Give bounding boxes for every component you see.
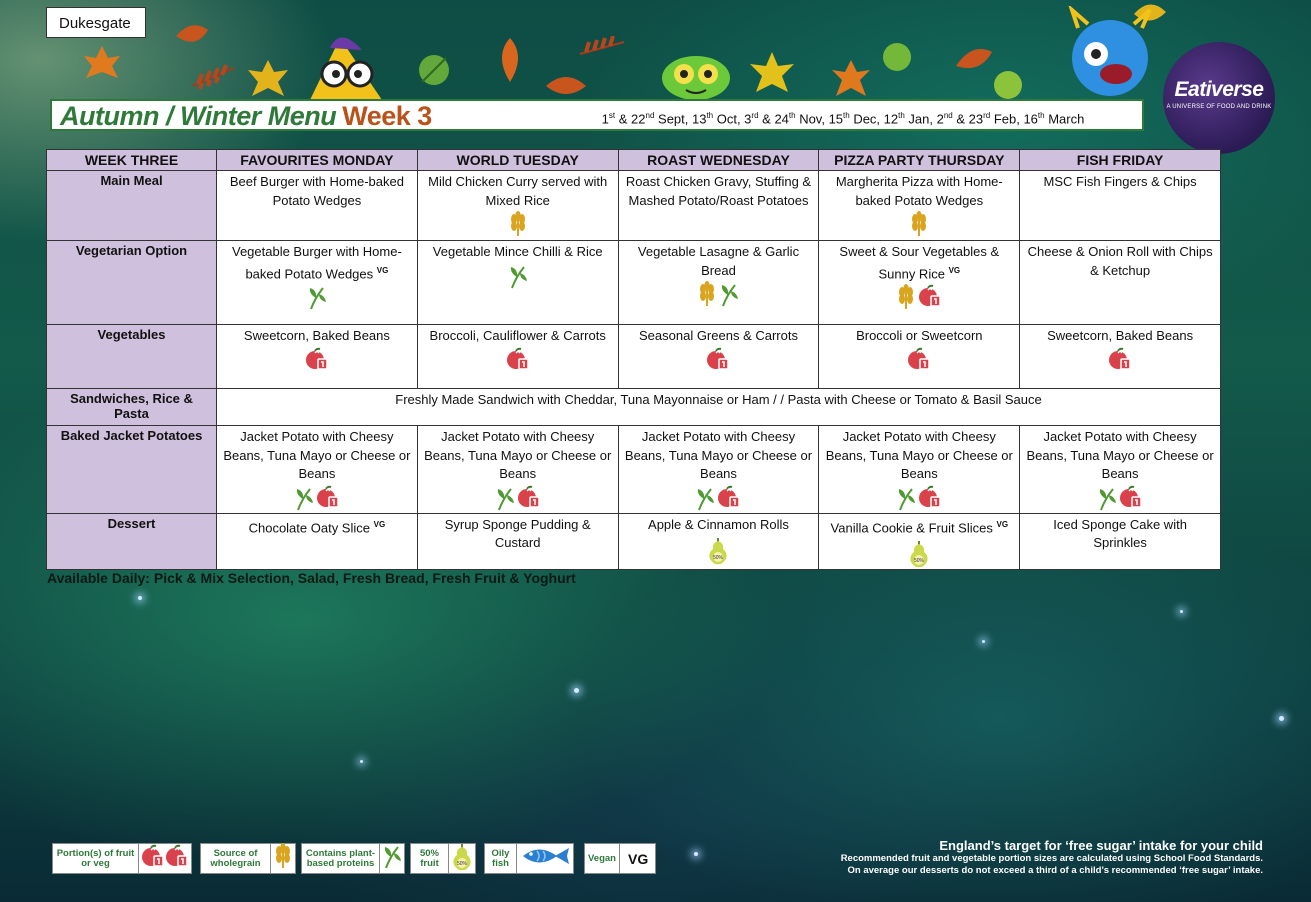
blue-monster-icon [1060,6,1160,98]
menu-cell [1020,171,1221,241]
dish-text: Broccoli or Sweetcorn [856,328,983,343]
menu-cell [1020,513,1221,569]
key-item [52,843,192,874]
key-label: Source of wholegrain [210,847,261,869]
key-label: Portion(s) of fruit or veg [56,847,135,869]
dish-text: Mild Chicken Curry served with Mixed Rice [428,174,608,208]
fruit-veg-icon [304,347,330,371]
menu-row [47,426,1221,514]
autumn-leaf-icon [880,40,914,74]
dish-text: Seasonal Greens & Carrots [639,328,798,343]
menu-cell [819,426,1020,514]
dish-text: Vegetable Burger with Home-baked Potato Wedges [231,244,402,281]
dish-text: Vegetable Mince Chilli & Rice [432,244,603,259]
dish-text: Chocolate Oaty Slice [248,519,370,535]
menu-cell [217,426,418,514]
key-item [200,843,296,874]
key-icon-box [379,844,404,873]
key-label: Oily fish [491,847,510,869]
key-item [484,843,574,874]
dish-text: Iced Sponge Cake with Sprinkles [1053,516,1187,550]
menu-cell [618,325,819,389]
key-item [301,843,405,874]
fish-icon [519,845,571,872]
fruit-veg-icon [906,347,932,371]
menu-cell [417,426,618,514]
logo-tagline: A UNIVERSE OF FOOD AND DRINK [1166,104,1272,110]
vegan-icon: VG [628,850,649,867]
fruit-veg-icon [516,485,542,509]
logo-name: Eativerse [1174,78,1264,101]
plant-protein-icon [895,485,917,511]
plant-protein-icon [1096,485,1118,511]
autumn-leaf-icon [748,50,796,94]
autumn-leaf-icon [830,58,872,98]
autumn-leaf-icon [542,72,588,100]
menu-cell [819,513,1020,569]
menu-cell [819,171,1020,241]
row-label: Baked Jacket Potatoes [47,426,217,514]
dietary-icons [825,538,1013,564]
menu-cell [819,325,1020,389]
dietary-icons [625,535,813,561]
autumn-leaf-icon [990,68,1026,102]
menu-row [47,389,1221,426]
dietary-icons [825,211,1013,237]
wholegrain-icon [908,211,930,237]
dish-text: Jacket Potato with Cheesy Beans, Tuna Mayo or Cheese or Beans [624,429,813,481]
menu-cell-span: Freshly Made Sandwich with Cheddar, Tuna Mayonnaise or Ham / / Pasta with Cheese or Tomato & Basil Sauce [217,389,1221,426]
vegan-marker: VG [996,519,1009,529]
fifty-fruit-icon [706,535,730,565]
menu-cell [1020,325,1221,389]
menu-cell [618,241,819,325]
day-column-header: PIZZA PARTY THURSDAY [819,150,1020,171]
dietary-icons [223,284,411,310]
autumn-leaf-icon [190,64,236,90]
dietary-icons [424,211,612,237]
day-column-header: FAVOURITES MONDAY [217,150,418,171]
fruit-veg-icon [141,844,165,873]
autumn-leaf-icon [82,44,122,82]
fruit-veg-icon [1118,485,1144,509]
menu-title-text: Autumn / Winter Menu [60,101,337,131]
fruit-veg-icon [315,485,341,509]
dietary-icons [825,347,1013,373]
school-name-label: Dukesgate [46,7,146,38]
dietary-icons [625,281,813,307]
dietary-icons [424,263,612,289]
dish-text: Jacket Potato with Cheesy Beans, Tuna Mayo or Cheese or Beans [424,429,612,481]
menu-cell [217,241,418,325]
dietary-icons [825,485,1013,511]
dietary-icons [625,485,813,511]
wholegrain-icon [273,843,293,874]
menu-cell [217,171,418,241]
autumn-leaf-icon [490,36,530,84]
key-label: 50% fruit [419,847,439,869]
menu-cell [1020,426,1221,514]
dietary-icons [825,284,1013,310]
svg-text:50%: 50% [914,558,925,565]
fruit-veg-icon [917,284,943,308]
menu-row [47,241,1221,325]
row-label: Dessert [47,513,217,569]
menu-cell [217,325,418,389]
row-label: Vegetables [47,325,217,389]
key-icon-box [270,844,295,873]
key-icon-box [448,844,475,873]
vegan-marker: VG [948,265,961,275]
dish-text: Sweetcorn, Baked Beans [1047,328,1194,343]
plant-protein-icon [507,263,529,289]
dish-text: Margherita Pizza with Home-baked Potato Wedges [835,174,1003,208]
fruit-veg-icon [505,347,531,371]
autumn-leaf-icon [172,20,212,52]
dish-text: Roast Chicken Gravy, Stuffing & Mashed Potato/Roast Potatoes [625,174,812,208]
menu-row [47,325,1221,389]
dietary-icons [424,347,612,373]
autumn-leaf-icon [578,36,626,60]
svg-text:50%: 50% [456,861,468,867]
dietary-icons [223,347,411,373]
sparkle-star [694,852,698,856]
key-label: Vegan [588,852,616,864]
dietary-icons [625,347,813,373]
autumn-leaf-icon [246,58,290,98]
dietary-icons [424,485,612,511]
dietary-icons [223,485,411,511]
dish-text: Broccoli, Cauliflower & Carrots [429,328,606,343]
menu-cell [618,513,819,569]
footer-heading: England’s target for ‘free sugar’ intake for your child [939,838,1263,853]
vegan-marker: VG [376,265,389,275]
sparkle-star [360,760,363,763]
sparkle-star [138,596,142,600]
dish-text: Beef Burger with Home-baked Potato Wedges [229,174,404,208]
fruit-veg-icon [165,844,189,873]
menu-table [46,149,1221,570]
sparkle-star [1180,610,1183,613]
menu-cell [1020,241,1221,325]
autumn-leaf-icon [416,52,452,88]
fruit-veg-icon [1107,347,1133,371]
menu-row [47,171,1221,241]
menu-cell [618,171,819,241]
menu-week-label: Week 3 [342,101,432,131]
menu-title [60,101,432,131]
day-column-header: ROAST WEDNESDAY [618,150,819,171]
fruit-veg-icon [716,485,742,509]
dish-text: MSC Fish Fingers & Chips [1043,174,1197,189]
dish-text: Vegetable Lasagne & Garlic Bread [637,244,800,278]
dish-text: Jacket Potato with Cheesy Beans, Tuna Mayo or Cheese or Beans [1026,429,1214,481]
wholegrain-icon [507,211,529,237]
menu-cell [417,513,618,569]
dish-text: Sweetcorn, Baked Beans [243,328,390,343]
fruit-veg-icon [705,347,731,371]
svg-text:50%: 50% [713,555,724,561]
plant-protein-icon [382,843,402,874]
footer-line-2: On average our desserts do not exceed a third of a child’s recommended ‘free sugar’ intake. [847,865,1263,876]
menu-cell [417,171,618,241]
wholegrain-icon [895,284,917,310]
row-label: Main Meal [47,171,217,241]
menu-cell [819,241,1020,325]
autumn-leaf-icon [952,44,994,74]
day-column-header: WORLD TUESDAY [417,150,618,171]
week-column-header: WEEK THREE [47,150,217,171]
eativerse-logo [1163,42,1275,154]
dietary-icons [1026,347,1214,373]
menu-header-row [47,150,1221,171]
dish-text: Cheese & Onion Roll with Chips & Ketchup [1027,244,1213,278]
dish-text: Apple & Cinnamon Rolls [648,516,789,532]
wholegrain-icon [696,281,718,307]
key-label: Contains plant-based proteins [305,847,376,869]
dish-text: Vanilla Cookie & Fruit Slices [830,519,993,535]
plant-protein-icon [494,485,516,511]
menu-cell [417,325,618,389]
key-icon-box [516,844,573,873]
vegan-marker: VG [373,519,386,529]
plant-protein-icon [718,281,740,307]
menu-cell [618,426,819,514]
menu-cell [417,241,618,325]
key-item [584,843,656,874]
row-label: Vegetarian Option [47,241,217,325]
fifty-fruit-icon [451,841,473,876]
dish-text: Syrup Sponge Pudding & Custard [444,516,591,550]
key-icon-box [138,844,191,873]
sparkle-star [982,640,985,643]
fruit-veg-icon [917,485,943,509]
menu-row [47,513,1221,569]
menu-dates: 1st & 22nd Sept, 13th Oct, 3rd & 24th Nov, 15th Dec, 12th Jan, 2nd & 23rd Feb, 16th March [547,103,1139,129]
dish-text: Jacket Potato with Cheesy Beans, Tuna Mayo or Cheese or Beans [223,429,411,481]
footer-line-1: Recommended fruit and vegetable portion sizes are calculated using School Food Standards. [840,853,1263,864]
key-item [410,843,476,874]
fifty-fruit-icon [907,538,931,568]
alien-mascot-icon [300,30,390,102]
plant-protein-icon [694,485,716,511]
row-label: Sandwiches, Rice & Pasta [47,389,217,426]
dietary-icons [1026,485,1214,511]
dish-text: Jacket Potato with Cheesy Beans, Tuna Mayo or Cheese or Beans [825,429,1013,481]
sparkle-star [1279,716,1284,721]
green-alien-icon [656,40,736,100]
day-column-header: FISH FRIDAY [1020,150,1221,171]
plant-protein-icon [293,485,315,511]
key-icon-box [619,844,656,873]
plant-protein-icon [306,284,328,310]
sparkle-star [574,688,579,693]
menu-cell [217,513,418,569]
dish-text: Sweet & Sour Vegetables & Sunny Rice [839,244,1000,281]
menu-header-bar [50,99,1144,131]
footer-note [841,838,1263,877]
available-daily-note: Available Daily: Pick & Mix Selection, Salad, Fresh Bread, Fresh Fruit & Yoghurt [47,570,576,586]
